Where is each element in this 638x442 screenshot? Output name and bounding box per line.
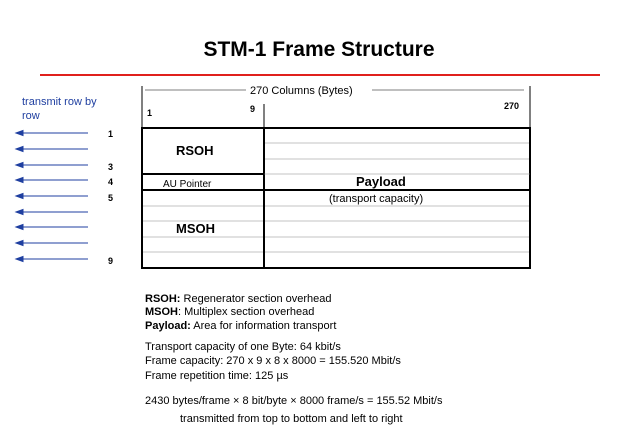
page-title: STM-1 Frame Structure	[203, 38, 435, 61]
legend-payload: Payload: Area for information transport	[145, 320, 337, 332]
payload-label: Payload	[356, 174, 406, 189]
au-pointer-label: AU Pointer	[163, 179, 212, 190]
frame-repetition: Frame repetition time: 125 µs	[145, 370, 289, 382]
transmission-order-note: transmitted from top to bottom and left to right	[180, 413, 403, 425]
row-tick-5: 5	[108, 193, 114, 203]
column-tick-270: 270	[504, 101, 520, 111]
row-tick-9: 9	[108, 256, 114, 266]
legend-rsoh: RSOH: Regenerator section overhead	[145, 293, 332, 305]
row-tick-1: 1	[108, 129, 114, 139]
transmit-arrows	[16, 131, 88, 262]
bitrate-formula: 2430 bytes/frame × 8 bit/byte × 8000 frame/s = 155.52 Mbit/s	[145, 395, 443, 407]
column-tick-1: 1	[147, 108, 153, 118]
column-tick-9: 9	[250, 104, 256, 114]
row-tick-4: 4	[108, 177, 114, 187]
legend-msoh: MSOH: Multiplex section overhead	[145, 306, 315, 318]
payload-sub-label: (transport capacity)	[329, 193, 424, 205]
transmit-note: transmit row by row	[22, 96, 97, 122]
row-tick-3: 3	[108, 162, 114, 172]
msoh-label: MSOH	[176, 221, 215, 236]
rsoh-label: RSOH	[176, 143, 214, 158]
columns-label: 270 Columns (Bytes)	[250, 85, 353, 97]
capacity-byte: Transport capacity of one Byte: 64 kbit/s	[145, 341, 341, 353]
capacity-frame: Frame capacity: 270 x 9 x 8 x 8000 = 155.520 Mbit/s	[145, 355, 401, 367]
